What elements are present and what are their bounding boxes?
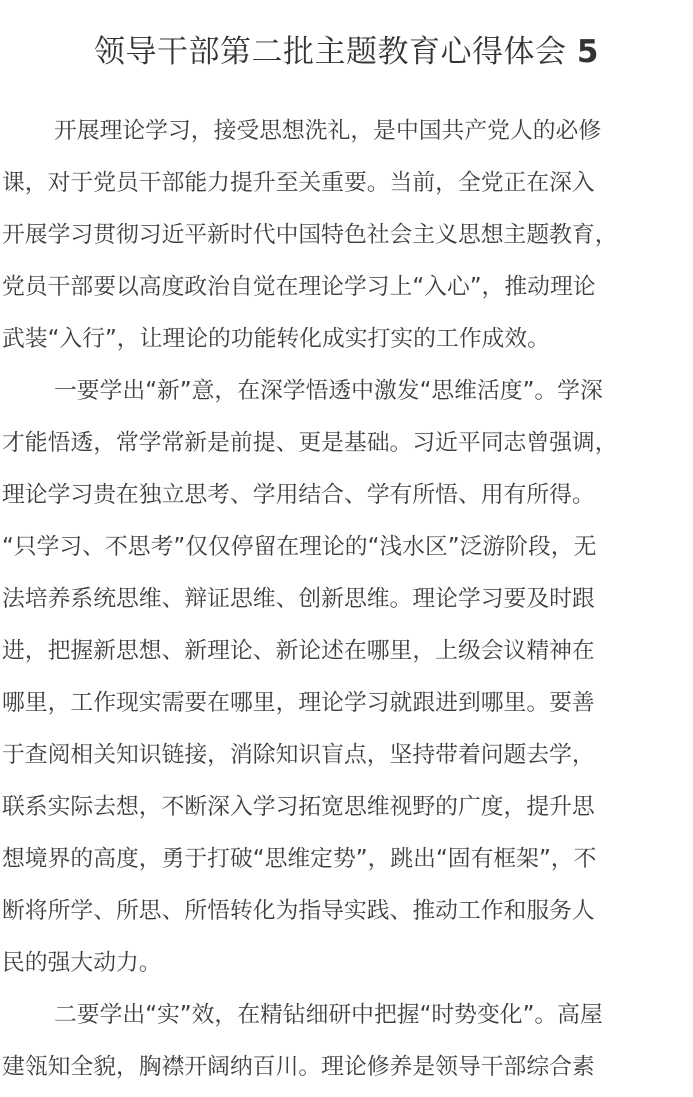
paragraph-3-line-2: 建瓴知全貌，胸襟开阔纳百川。理论修养是领导干部综合素 [2, 1054, 595, 1080]
paragraph-2-line-7: 哪里，工作现实需要在哪里，理论学习就跟进到哪里。要善 [2, 690, 595, 716]
paragraph-1-line-2: 课，对于党员干部能力提升至关重要。当前，全党正在深入 [2, 170, 595, 196]
paragraph-1-line-4: 党员干部要以高度政治自觉在理论学习上“入心”，推动理论 [2, 274, 596, 300]
paragraph-1-line-5: 武装“入行”，让理论的功能转化成实打实的工作成效。 [2, 326, 550, 352]
paragraph-2-line-3: 理论学习贵在独立思考、学用结合、学有所悟、用有所得。 [2, 482, 595, 508]
paragraph-2-line-8: 于查阅相关知识链接，消除知识盲点，坚持带着问题去学， [2, 742, 595, 768]
title-number: 5 [576, 34, 599, 70]
paragraph-1-line-1: 开展理论学习，接受思想洗礼，是中国共产党人的必修 [54, 118, 602, 144]
paragraph-2-line-2: 才能悟透，常学常新是前提、更是基础。习近平同志曾强调， [2, 430, 618, 456]
document-title [0, 28, 693, 76]
paragraph-2-line-12: 民的强大动力。 [2, 950, 162, 976]
paragraph-1-line-3: 开展学习贯彻习近平新时代中国特色社会主义思想主题教育， [2, 222, 618, 248]
paragraph-2-line-10: 想境界的高度，勇于打破“思维定势”，跳出“固有框架”，不 [2, 846, 597, 872]
paragraph-2-line-4: “只学习、不思考”仅仅停留在理论的“浅水区”泛游阶段，无 [2, 534, 597, 560]
paragraph-2-line-11: 断将所学、所思、所悟转化为指导实践、推动工作和服务人 [2, 898, 595, 924]
paragraph-2-line-6: 进，把握新思想、新理论、新论述在哪里，上级会议精神在 [2, 638, 595, 664]
paragraph-2-line-1: 一要学出“新”意，在深学悟透中激发“思维活度”。学深 [54, 378, 603, 404]
paragraph-2-line-9: 联系实际去想，不断深入学习拓宽思维视野的广度，提升思 [2, 794, 595, 820]
paragraph-2-line-5: 法培养系统思维、辩证思维、创新思维。理论学习要及时跟 [2, 586, 595, 612]
title-text: 领导干部第二批主题教育心得体会 [94, 34, 567, 70]
paragraph-3-line-1: 二要学出“实”效，在精钻细研中把握“时势变化”。高屋 [54, 1002, 603, 1028]
